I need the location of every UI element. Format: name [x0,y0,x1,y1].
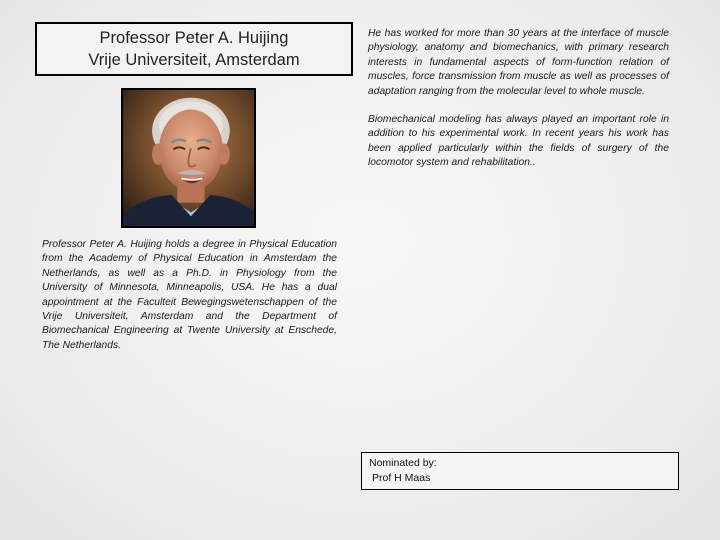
portrait-image [123,90,254,226]
nomination-box [361,452,679,490]
research-summary [368,27,669,185]
biography-paragraph: Professor Peter A. Huijing holds a degree in Physical Education from the Academy of Physical Education in Amsterdam the Netherlands, as well as a Ph.D. in Physiology from the University of Minnesota, Minneapolis, USA. He has a dual appointment at the Faculteit Bewegingswetenschappen of the Vrije Universiteit, Amsterdam and the Department of Biomechanical Engineering at Twente University at Enschede, The Netherlands. [42,239,337,351]
research-paragraph-2: Biomechanical modeling has always played an important role in addition to his experimental work. In recent years his work has been applied particularly within the fields of surgery of the locomotor system and rehabilitation.. [368,114,669,169]
professor-name: Professor Peter A. Huijing [99,29,289,47]
portrait-photo [121,88,256,228]
nominator-name: Prof H Maas [372,472,431,484]
title-box [35,22,353,76]
research-paragraph-1: He has worked for more than 30 years at the interface of muscle physiology, anatomy and biomechanics, with primary research interests in fundamental aspects of form-function relation of muscles, force transmission from muscle as well as processes of adaptation ranging from the molecular level to whole muscle. [368,28,669,97]
affiliation: Vrije Universiteit, Amsterdam [88,51,300,69]
nominated-by-label: Nominated by: [369,457,437,469]
